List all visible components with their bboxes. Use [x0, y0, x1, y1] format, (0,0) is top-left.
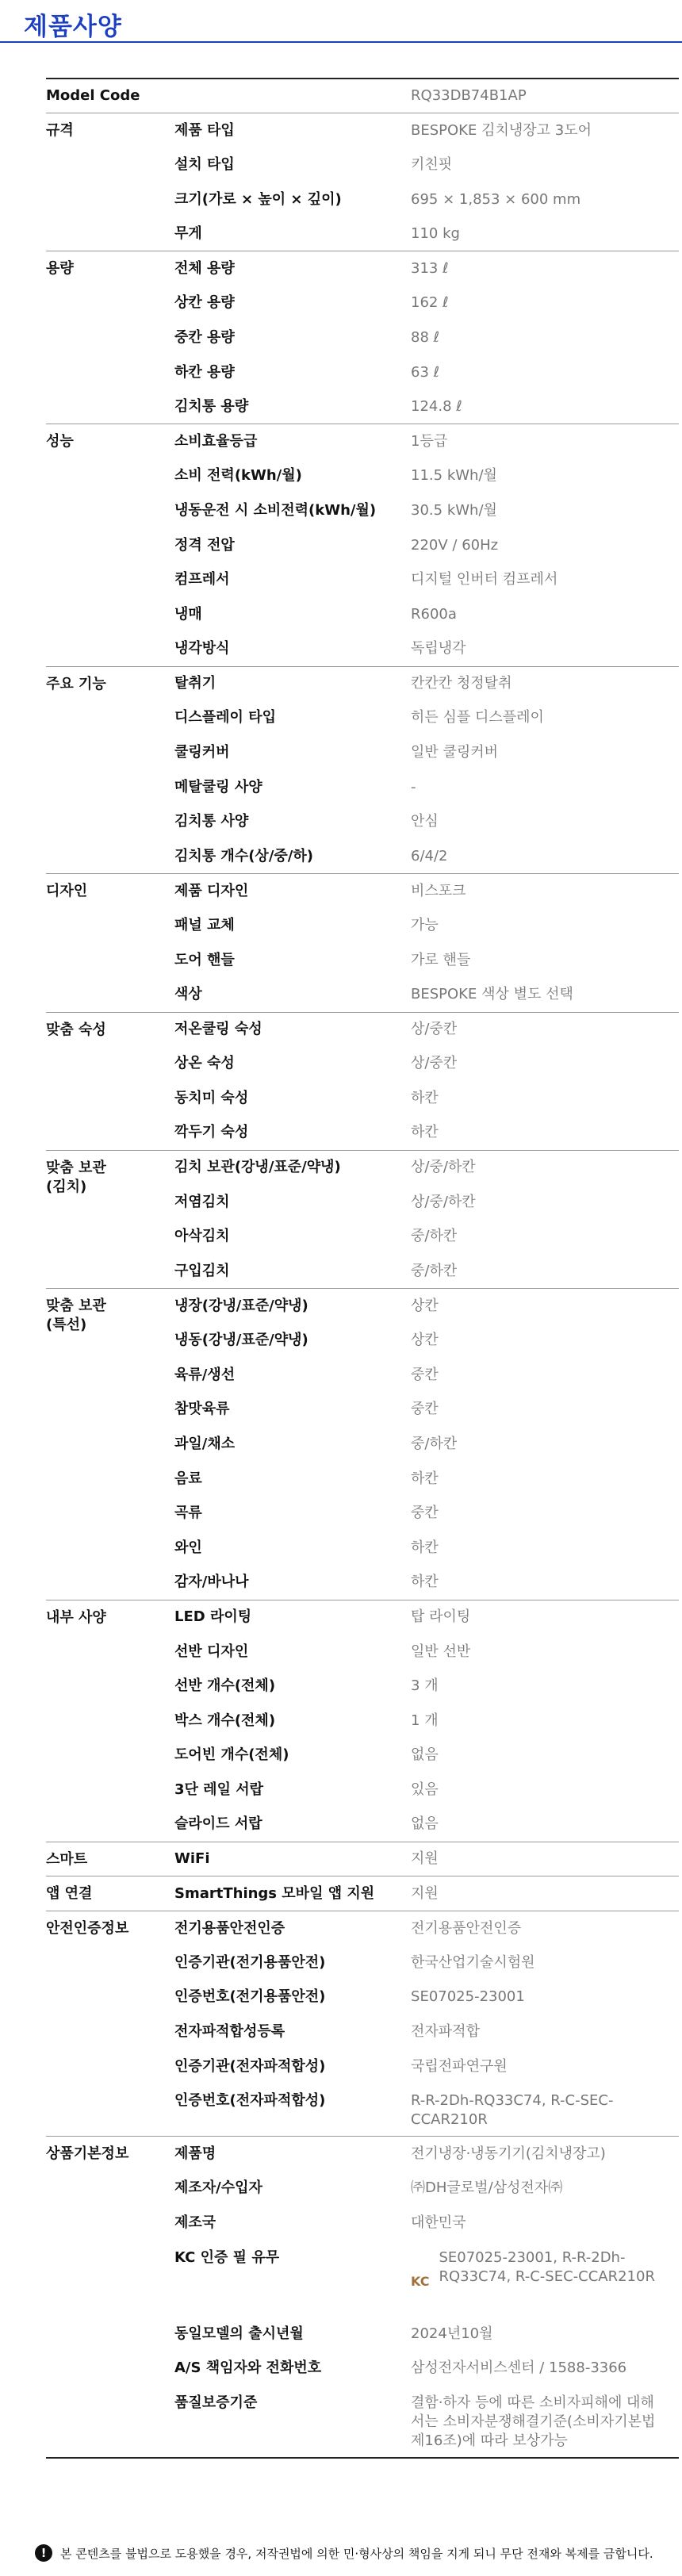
spec-label: 아삭김치: [174, 1228, 230, 1245]
spec-group-name: 맞춤 보관 (김치): [46, 1150, 157, 1288]
spec-label: 구입김치: [174, 1262, 230, 1279]
spec-value: 하칸: [411, 1470, 439, 1487]
spec-value: 63 ℓ: [411, 363, 440, 381]
spec-label: 전자파적합성등록: [174, 2023, 285, 2041]
spec-value: 전기용품안전인증: [411, 1911, 679, 1945]
spec-value: 대한민국: [411, 2214, 466, 2231]
spec-value: BESPOKE 김치냉장고 3도어: [411, 113, 679, 148]
spec-label: 인증번호(전자파적합성): [174, 2092, 326, 2110]
spec-value: 가능: [411, 917, 439, 934]
spec-value: 독립냉각: [411, 640, 466, 657]
spec-label: 상칸 용량: [174, 294, 235, 312]
spec-label: 김치통 사양: [174, 813, 249, 830]
spec-label: 크기(가로 × 높이 × 깊이): [174, 190, 342, 208]
spec-label: SmartThings 모바일 앱 지원: [157, 1876, 411, 1911]
spec-value: 6/4/2: [411, 847, 448, 864]
page-title: 제품사양: [24, 13, 122, 41]
spec-value: 있음: [411, 1781, 439, 1798]
spec-value: 2024년10월: [411, 2325, 493, 2342]
spec-value: 상칸: [411, 1332, 439, 1349]
spec-value: ㈜DH글로벌/삼성전자㈜: [411, 2179, 563, 2197]
spec-label: 도어빈 개수(전체): [174, 1746, 289, 1764]
spec-label: 정격 전압: [174, 536, 235, 554]
spec-group-name: 성능: [46, 424, 157, 666]
spec-value: 국립전파연구원: [411, 2057, 508, 2075]
spec-value: 1등급: [411, 424, 679, 459]
spec-value: 키친핏: [411, 155, 453, 173]
spec-label: 동일모델의 출시년월: [174, 2325, 304, 2342]
spec-group-name: 스마트: [46, 1842, 157, 1876]
spec-value: 전기냉장·냉동기기(김치냉장고): [411, 2137, 679, 2172]
spec-group-name: 상품기본정보: [46, 2137, 157, 2458]
spec-group-name: 용량: [46, 251, 157, 424]
spec-value: 한국산업기술시험원: [411, 1953, 535, 1971]
spec-value: 11.5 kWh/월: [411, 467, 497, 485]
spec-value: -: [411, 778, 416, 795]
spec-value: 가로 핸들: [411, 951, 471, 968]
spec-label: 저온쿨링 숙성: [157, 1012, 411, 1047]
spec-value: 비스포크: [411, 874, 679, 909]
spec-value: 일반 쿨링커버: [411, 744, 499, 761]
spec-value: 하칸: [411, 1539, 439, 1556]
spec-label: 음료: [174, 1470, 202, 1487]
spec-value: 110 kg: [411, 224, 460, 242]
spec-row: [46, 1600, 679, 1635]
spec-label: 쿨링커버: [174, 744, 230, 761]
spec-row: [46, 1012, 679, 1047]
spec-label: 박스 개수(전체): [174, 1712, 276, 1729]
spec-label: 선반 개수(전체): [174, 1677, 276, 1695]
copyright-notice-text: 본 콘텐츠를 불법으로 도용했을 경우, 저작권법에 의한 민·형사상의 책임을 지게 되니 무단 전재와 복제를 금합니다.: [60, 2546, 653, 2561]
spec-value: 하칸: [411, 1124, 439, 1141]
spec-group-name: 앱 연결: [46, 1876, 157, 1911]
spec-group-name: 주요 기능: [46, 666, 157, 874]
spec-row: [46, 2137, 679, 2172]
spec-label: 인증기관(전자파적합성): [174, 2057, 326, 2075]
spec-label: 곡류: [174, 1505, 202, 1522]
spec-group-name: 맞춤 숙성: [46, 1012, 157, 1150]
spec-value: 지원: [411, 1842, 679, 1876]
spec-value: 없음: [411, 1815, 439, 1833]
kc-mark-icon: KC: [411, 2273, 430, 2289]
spec-label: 색상: [174, 985, 202, 1002]
spec-label: 하칸 용량: [174, 363, 235, 381]
spec-value: 하칸: [411, 1574, 439, 1591]
spec-row: [46, 113, 679, 148]
spec-value: 중/하칸: [411, 1228, 458, 1245]
spec-row: [46, 874, 679, 909]
spec-row: [46, 1911, 679, 1945]
spec-label: 냉각방식: [174, 640, 230, 657]
spec-value: 삼성전자서비스센터 / 1588-3366: [411, 2359, 627, 2377]
spec-value: 88 ℓ: [411, 328, 440, 346]
spec-label: 냉매: [174, 605, 202, 623]
spec-label: 설치 타입: [174, 155, 235, 173]
spec-group-name: 디자인: [46, 874, 157, 1012]
spec-label: 제조국: [174, 2214, 216, 2231]
spec-value: 695 × 1,853 × 600 mm: [411, 190, 581, 208]
spec-row: [46, 1150, 679, 1185]
spec-label: KC 인증 필 유무: [174, 2248, 280, 2266]
spec-label: 상온 숙성: [174, 1055, 235, 1072]
spec-label: 김치통 용량: [174, 397, 249, 415]
spec-value: 지원: [411, 1876, 679, 1911]
spec-label: 소비 전력(kWh/월): [174, 467, 302, 485]
spec-row: [46, 666, 679, 701]
spec-row: [46, 424, 679, 459]
spec-label: 탈취기: [157, 666, 411, 701]
spec-value: 칸칸칸 청정탈취: [411, 666, 679, 701]
spec-row: [46, 1842, 679, 1876]
spec-label: 소비효율등급: [157, 424, 411, 459]
spec-label: 김치통 개수(상/중/하): [174, 847, 313, 864]
spec-value: 중/하칸: [411, 1262, 458, 1279]
spec-value: 162 ℓ: [411, 294, 449, 312]
spec-value: 없음: [411, 1746, 439, 1764]
spec-value: 상/중/하칸: [411, 1150, 679, 1185]
spec-value: 313 ℓ: [411, 251, 679, 286]
spec-table-body: [46, 79, 679, 2458]
spec-row: [46, 251, 679, 286]
spec-label: 냉동운전 시 소비전력(kWh/월): [174, 501, 377, 519]
spec-label: 컴프레서: [174, 571, 230, 588]
spec-value: 탑 라이팅: [411, 1600, 679, 1635]
kc-cert-wrapper: [411, 2248, 661, 2291]
spec-value: 히든 심플 디스플레이: [411, 709, 544, 726]
spec-label: 와인: [174, 1539, 202, 1556]
spec-label: 육류/생선: [174, 1366, 236, 1383]
spec-label: 슬라이드 서랍: [174, 1815, 262, 1833]
spec-label: 메탈쿨링 사양: [174, 778, 262, 795]
spec-label: 중칸 용량: [174, 328, 235, 346]
spec-value: 상/중칸: [411, 1055, 458, 1072]
spec-value: 중칸: [411, 1505, 439, 1522]
spec-value: 220V / 60Hz: [411, 536, 499, 554]
exclamation-circle-icon: !: [35, 2544, 52, 2562]
spec-value: 중칸: [411, 1401, 439, 1418]
spec-label: 동치미 숙성: [174, 1090, 249, 1107]
spec-label: A/S 책임자와 전화번호: [174, 2359, 322, 2377]
spec-label: 제품 타입: [157, 113, 411, 148]
spec-value: 하칸: [411, 1090, 439, 1107]
spec-value: BESPOKE 색상 별도 선택: [411, 985, 573, 1002]
spec-label: 인증번호(전기용품안전): [174, 1988, 326, 2006]
spec-value: 3 개: [411, 1677, 439, 1695]
spec-value: SE07025-23001: [411, 1988, 525, 2006]
spec-row: [46, 1876, 679, 1911]
copyright-notice: [35, 2544, 653, 2562]
model-code-value: RQ33DB74B1AP: [411, 79, 679, 113]
spec-label: 김치 보관(강냉/표준/약냉): [157, 1150, 411, 1185]
spec-value: 상칸: [411, 1289, 679, 1324]
spec-group-name: 안전인증정보: [46, 1911, 157, 2136]
spec-value: 디지털 인버터 컴프레서: [411, 571, 558, 588]
spec-value: 1 개: [411, 1712, 439, 1729]
spec-label: 제품명: [157, 2137, 411, 2172]
spec-value: 상/중/하칸: [411, 1193, 476, 1210]
spec-value: 중칸: [411, 1366, 439, 1383]
spec-label: 과일/채소: [174, 1435, 236, 1452]
spec-label: 선반 디자인: [174, 1643, 249, 1660]
spec-label: 도어 핸들: [174, 951, 235, 968]
spec-value: 결함·하자 등에 따른 소비자피해에 대해서는 소비자분쟁해결기준(소비자기본법 제16조)에 따라 보상가능: [411, 2386, 679, 2458]
spec-group-name: 맞춤 보관 (특선): [46, 1289, 157, 1600]
spec-label: 품질보증기준: [157, 2386, 411, 2458]
spec-label: 인증기관(전기용품안전): [174, 1953, 326, 1971]
spec-value: 상/중칸: [411, 1012, 679, 1047]
spec-value: 전자파적합: [411, 2023, 480, 2041]
spec-label: 패널 교체: [174, 917, 235, 934]
spec-value: R-R-2Dh-RQ33C74, R-C-SEC-CCAR210R: [411, 2092, 614, 2129]
spec-label: 깍두기 숙성: [174, 1124, 249, 1141]
spec-row: [46, 1289, 679, 1324]
model-code-row: [46, 79, 679, 113]
spec-table: [46, 78, 679, 2459]
spec-label: 제품 디자인: [157, 874, 411, 909]
spec-value: 30.5 kWh/월: [411, 501, 497, 519]
spec-label: 제조자/수입자: [174, 2179, 262, 2197]
spec-label: 무게: [174, 224, 202, 242]
spec-label: 저염김치: [174, 1193, 230, 1210]
spec-group-name: 내부 사양: [46, 1600, 157, 1842]
spec-label: 참맛육류: [174, 1401, 230, 1418]
spec-label: 전기용품안전인증: [157, 1911, 411, 1945]
spec-value: R600a: [411, 605, 457, 623]
model-code-label: Model Code: [46, 79, 411, 113]
spec-label: 디스플레이 타입: [174, 709, 276, 726]
spec-label: 전체 용량: [157, 251, 411, 286]
spec-label: 감자/바나나: [174, 1574, 249, 1591]
spec-label: 3단 레일 서랍: [174, 1781, 263, 1798]
spec-value: 일반 선반: [411, 1643, 471, 1660]
spec-value: 중/하칸: [411, 1435, 458, 1452]
spec-label: WiFi: [157, 1842, 411, 1876]
spec-value: 안심: [411, 813, 439, 830]
spec-label: LED 라이팅: [157, 1600, 411, 1635]
spec-value: 124.8 ℓ: [411, 397, 462, 415]
kc-cert-numbers: SE07025-23001, R-R-2Dh-RQ33C74, R-C-SEC-CCAR210R: [439, 2248, 655, 2285]
spec-group-name: 규격: [46, 113, 157, 251]
spec-value: [411, 2241, 679, 2317]
spec-label: 냉장(강냉/표준/약냉): [157, 1289, 411, 1324]
title-divider: [0, 41, 682, 43]
spec-label: 냉동(강냉/표준/약냉): [174, 1332, 308, 1349]
